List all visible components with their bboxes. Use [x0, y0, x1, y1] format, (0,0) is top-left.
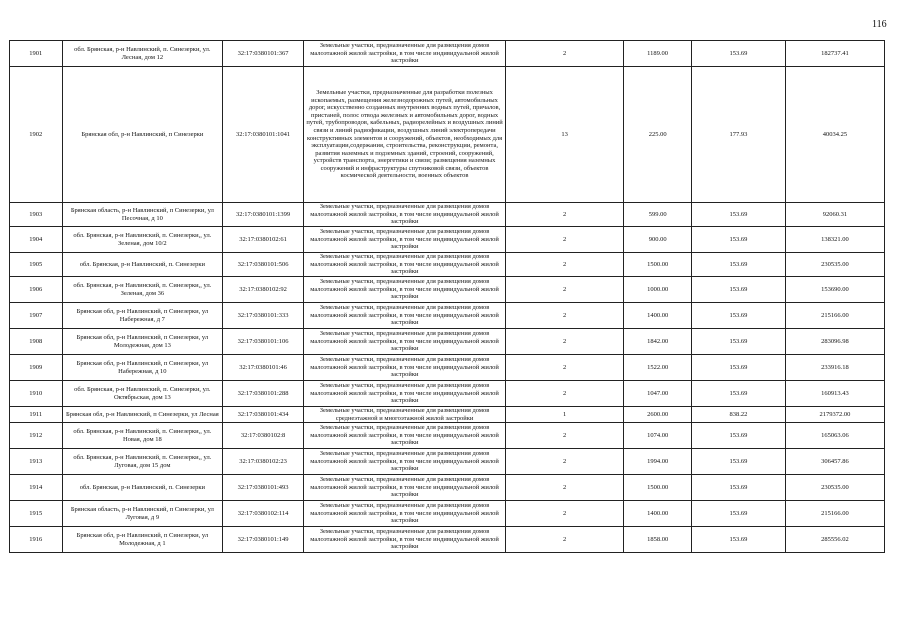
- table-row: [10, 355, 885, 381]
- cadastral-value-cell: 215166.00: [785, 501, 884, 527]
- cadastral-value-cell: 182737.41: [785, 41, 884, 67]
- category-code-cell: 2: [506, 329, 624, 355]
- address-cell: обл. Брянская, р-н Навлинский, п. Синезерки, ул. Лесная, дом 12: [62, 41, 223, 67]
- row-number: 1912: [10, 423, 63, 449]
- address-cell: Брянская обл, р-н Навлинский, п Синезерки: [62, 67, 223, 203]
- rate-cell: 153.69: [691, 423, 785, 449]
- rate-cell: 153.69: [691, 303, 785, 329]
- cadastral-number-cell: 32:17:0380102:8: [223, 423, 304, 449]
- category-code-cell: 2: [506, 277, 624, 303]
- category-code-cell: 2: [506, 227, 624, 253]
- rate-cell: 177.93: [691, 67, 785, 203]
- address-cell: обл. Брянская, р-н Навлинский, п. Синезерки,, ул. Луговая, дом 15 дом: [62, 449, 223, 475]
- area-cell: 1500.00: [624, 253, 692, 277]
- table-body: [10, 41, 885, 553]
- category-code-cell: 2: [506, 253, 624, 277]
- table-row: [10, 423, 885, 449]
- rate-cell: 153.69: [691, 329, 785, 355]
- row-number: 1904: [10, 227, 63, 253]
- category-code-cell: 2: [506, 527, 624, 553]
- cadastral-value-cell: 230535.00: [785, 475, 884, 501]
- table-row: [10, 475, 885, 501]
- category-code-cell: 2: [506, 355, 624, 381]
- page-number: 116: [872, 19, 887, 30]
- cadastral-number-cell: 32:17:0380101:333: [223, 303, 304, 329]
- land-use-cell: Земельные участки, предназначенные для размещения домов малоэтажной жилой застройки, в том числе индивидуальной жилой застройки: [304, 303, 506, 329]
- rate-cell: 153.69: [691, 381, 785, 407]
- cadastral-value-cell: 2179372.00: [785, 407, 884, 423]
- cadastral-value-cell: 160913.43: [785, 381, 884, 407]
- row-number: 1906: [10, 277, 63, 303]
- row-number: 1916: [10, 527, 63, 553]
- land-use-cell: Земельные участки, предназначенные для размещения домов малоэтажной жилой застройки, в том числе индивидуальной жилой застройки: [304, 449, 506, 475]
- address-cell: Брянская обл, р-н Навлинский, п Синезерки, ул Молодежная, дом 13: [62, 329, 223, 355]
- cadastral-number-cell: 32:17:0380101:506: [223, 253, 304, 277]
- land-use-cell: Земельные участки, предназначенные для размещения домов малоэтажной жилой застройки, в том числе индивидуальной жилой застройки: [304, 355, 506, 381]
- area-cell: 1522.00: [624, 355, 692, 381]
- category-code-cell: 1: [506, 407, 624, 423]
- area-cell: 1500.00: [624, 475, 692, 501]
- cadastral-number-cell: 32:17:0380102:23: [223, 449, 304, 475]
- address-cell: Брянская обл, р-н Навлинский, п Синезерки, ул Набережная, д 10: [62, 355, 223, 381]
- cadastral-number-cell: 32:17:0380101:1399: [223, 203, 304, 227]
- area-cell: 900.00: [624, 227, 692, 253]
- area-cell: 1994.00: [624, 449, 692, 475]
- cadastral-value-cell: 92060.31: [785, 203, 884, 227]
- category-code-cell: 2: [506, 303, 624, 329]
- area-cell: 1842.00: [624, 329, 692, 355]
- rate-cell: 838.22: [691, 407, 785, 423]
- cadastral-value-cell: 230535.00: [785, 253, 884, 277]
- table-row: [10, 67, 885, 203]
- cadastral-value-cell: 215166.00: [785, 303, 884, 329]
- land-use-cell: Земельные участки, предназначенные для размещения домов малоэтажной жилой застройки, в том числе индивидуальной жилой застройки: [304, 203, 506, 227]
- land-use-cell: Земельные участки, предназначенные для разработки полезных ископаемых, размещения железнодорожных путей, автомобильных дорог, искусственно созданных внутренних водных путей, причалов, пристаней, полос отвода железных и автомобильных дорог, водных путей, трубопроводов, кабельных, радиорелейных и воздушных линий связи и линий радиофикации, воздушных линий электропередачи конструктивных элементов и сооружений, объектов, необходимых для эксплуатации,содержания, строительства, реконструкции, ремонта, развития наземных и подземных зданий, строений, сооружений, устройств транспорта, энергетики и связи; размещения наземных сооружений и инфраструктуры спутниковой связи, объектов космической деятельности, военных объектов: [304, 67, 506, 203]
- category-code-cell: 2: [506, 41, 624, 67]
- cadastral-value-cell: 138321.00: [785, 227, 884, 253]
- table-row: [10, 381, 885, 407]
- cadastral-number-cell: 32:17:0380101:288: [223, 381, 304, 407]
- cadastral-number-cell: 32:17:0380101:493: [223, 475, 304, 501]
- cadastral-value-cell: 40034.25: [785, 67, 884, 203]
- cadastral-value-cell: 306457.86: [785, 449, 884, 475]
- cadastral-number-cell: 32:17:0380101:367: [223, 41, 304, 67]
- area-cell: 1074.00: [624, 423, 692, 449]
- rate-cell: 153.69: [691, 527, 785, 553]
- table-row: [10, 329, 885, 355]
- area-cell: 599.00: [624, 203, 692, 227]
- category-code-cell: 2: [506, 203, 624, 227]
- row-number: 1911: [10, 407, 63, 423]
- row-number: 1908: [10, 329, 63, 355]
- category-code-cell: 2: [506, 475, 624, 501]
- area-cell: 1400.00: [624, 303, 692, 329]
- cadastral-value-table: [9, 40, 885, 553]
- row-number: 1905: [10, 253, 63, 277]
- row-number: 1913: [10, 449, 63, 475]
- land-use-cell: Земельные участки, предназначенные для размещения домов малоэтажной жилой застройки, в том числе индивидуальной жилой застройки: [304, 41, 506, 67]
- area-cell: 1858.00: [624, 527, 692, 553]
- row-number: 1909: [10, 355, 63, 381]
- cadastral-value-cell: 285556.02: [785, 527, 884, 553]
- cadastral-number-cell: 32:17:0380101:434: [223, 407, 304, 423]
- address-cell: обл. Брянская, р-н Навлинский, п. Синезерки,, ул. Зеленая, дом 36: [62, 277, 223, 303]
- rate-cell: 153.69: [691, 253, 785, 277]
- category-code-cell: 2: [506, 501, 624, 527]
- rate-cell: 153.69: [691, 41, 785, 67]
- table-row: [10, 501, 885, 527]
- table-row: [10, 527, 885, 553]
- address-cell: обл. Брянская, р-н Навлинский, п. Синезерки,, ул. Новая, дом 18: [62, 423, 223, 449]
- rate-cell: 153.69: [691, 449, 785, 475]
- category-code-cell: 2: [506, 449, 624, 475]
- area-cell: 2600.00: [624, 407, 692, 423]
- table-row: [10, 41, 885, 67]
- address-cell: обл. Брянская, р-н Навлинский, п. Синезерки, ул. Октябрьская, дом 13: [62, 381, 223, 407]
- table-row: [10, 227, 885, 253]
- area-cell: 1000.00: [624, 277, 692, 303]
- row-number: 1903: [10, 203, 63, 227]
- land-use-cell: Земельные участки, предназначенные для размещения домов малоэтажной жилой застройки, в том числе индивидуальной жилой застройки: [304, 527, 506, 553]
- table-row: [10, 277, 885, 303]
- address-cell: обл. Брянская, р-н Навлинский, п. Синезерки: [62, 475, 223, 501]
- cadastral-number-cell: 32:17:0380101:1041: [223, 67, 304, 203]
- category-code-cell: 13: [506, 67, 624, 203]
- address-cell: Брянская обл, р-н Навлинский, п Синезерки, ул Молодежная, д 1: [62, 527, 223, 553]
- land-use-cell: Земельные участки, предназначенные для размещения домов малоэтажной жилой застройки, в том числе индивидуальной жилой застройки: [304, 475, 506, 501]
- cadastral-value-cell: 165063.06: [785, 423, 884, 449]
- area-cell: 1400.00: [624, 501, 692, 527]
- cadastral-number-cell: 32:17:0380101:106: [223, 329, 304, 355]
- table-row: [10, 203, 885, 227]
- land-use-cell: Земельные участки, предназначенные для размещения домов малоэтажной жилой застройки, в том числе индивидуальной жилой застройки: [304, 329, 506, 355]
- cadastral-number-cell: 32:17:0380102:61: [223, 227, 304, 253]
- land-use-cell: Земельные участки, предназначенные для размещения домов малоэтажной жилой застройки, в том числе индивидуальной жилой застройки: [304, 277, 506, 303]
- cadastral-number-cell: 32:17:0380101:46: [223, 355, 304, 381]
- area-cell: 1189.00: [624, 41, 692, 67]
- land-use-cell: Земельные участки, предназначенные для размещения домов малоэтажной жилой застройки, в том числе индивидуальной жилой застройки: [304, 227, 506, 253]
- cadastral-value-cell: 153690.00: [785, 277, 884, 303]
- row-number: 1915: [10, 501, 63, 527]
- row-number: 1902: [10, 67, 63, 203]
- area-cell: 225.00: [624, 67, 692, 203]
- address-cell: Брянская область, р-н Навлинский, п Синезерки, ул Песочная, д 10: [62, 203, 223, 227]
- rate-cell: 153.69: [691, 355, 785, 381]
- land-use-cell: Земельные участки, предназначенные для размещения домов малоэтажной жилой застройки, в том числе индивидуальной жилой застройки: [304, 423, 506, 449]
- row-number: 1901: [10, 41, 63, 67]
- land-use-cell: Земельные участки, предназначенные для размещения домов малоэтажной жилой застройки, в том числе индивидуальной жилой застройки: [304, 381, 506, 407]
- table-row: [10, 303, 885, 329]
- area-cell: 1047.00: [624, 381, 692, 407]
- table-row: [10, 407, 885, 423]
- table-row: [10, 449, 885, 475]
- cadastral-number-cell: 32:17:0380101:149: [223, 527, 304, 553]
- cadastral-value-cell: 233916.18: [785, 355, 884, 381]
- rate-cell: 153.69: [691, 203, 785, 227]
- address-cell: Брянская обл, р-н Навлинский, п Синезерки, ул Набережная, д 7: [62, 303, 223, 329]
- land-use-cell: Земельные участки, предназначенные для размещения домов среднеэтажной и многоэтажной жилой застройки: [304, 407, 506, 423]
- rate-cell: 153.69: [691, 475, 785, 501]
- rate-cell: 153.69: [691, 277, 785, 303]
- rate-cell: 153.69: [691, 501, 785, 527]
- address-cell: обл. Брянская, р-н Навлинский, п. Синезерки,, ул. Зеленая, дом 10/2: [62, 227, 223, 253]
- row-number: 1914: [10, 475, 63, 501]
- category-code-cell: 2: [506, 381, 624, 407]
- land-use-cell: Земельные участки, предназначенные для размещения домов малоэтажной жилой застройки, в том числе индивидуальной жилой застройки: [304, 501, 506, 527]
- table-row: [10, 253, 885, 277]
- row-number: 1910: [10, 381, 63, 407]
- cadastral-number-cell: 32:17:0380102:92: [223, 277, 304, 303]
- cadastral-value-cell: 283096.98: [785, 329, 884, 355]
- cadastral-number-cell: 32:17:0380102:114: [223, 501, 304, 527]
- address-cell: Брянская область, р-н Навлинский, п Синезерки, ул Луговая, д 9: [62, 501, 223, 527]
- row-number: 1907: [10, 303, 63, 329]
- rate-cell: 153.69: [691, 227, 785, 253]
- land-use-cell: Земельные участки, предназначенные для размещения домов малоэтажной жилой застройки, в том числе индивидуальной жилой застройки: [304, 253, 506, 277]
- address-cell: обл. Брянская, р-н Навлинский, п. Синезерки: [62, 253, 223, 277]
- category-code-cell: 2: [506, 423, 624, 449]
- address-cell: Брянская обл, р-н Навлинский, п Синезерки, ул Лесная: [62, 407, 223, 423]
